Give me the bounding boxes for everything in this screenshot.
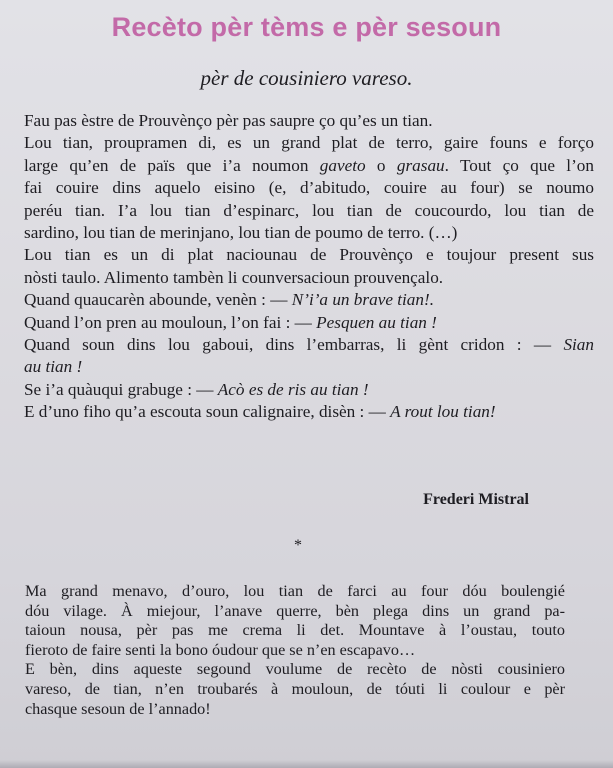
text-segment: fieroto de faire senti la bono óudour que se n’en escapavo…: [25, 640, 416, 659]
quote-line: [24, 244, 594, 266]
quote-line: [24, 334, 594, 356]
italic-text: gaveto: [319, 155, 366, 175]
quote-line: [24, 267, 594, 289]
text-segment: chasque sesoun de l’annado!: [25, 699, 211, 718]
italic-text: grasau: [396, 155, 445, 175]
intro-line: [25, 641, 565, 661]
text-segment: Quand soun dins lou gaboui, dins l’embarras, li gènt cridon : —: [24, 335, 564, 355]
intro-line: [25, 602, 565, 622]
section-separator: *: [294, 537, 302, 554]
text-segment: Se i’a quàuqui grabuge : —: [24, 379, 218, 399]
italic-text: N’i’a un brave tian!.: [291, 290, 435, 310]
quote-line: [24, 379, 594, 401]
text-segment: Ma grand menavo, d’ouro, lou tian de farci au four dóu boulengié: [25, 582, 565, 600]
intro-line: [25, 680, 565, 700]
text-segment: . Tout ço que l’on: [444, 155, 594, 175]
text-segment: fai couire dins aquelo eisino (e, d’abitudo, couire au four) se noumo: [24, 178, 594, 198]
text-segment: dóu vilage. À miejour, l’anave querre, bèn plega dins un grand pa-: [25, 601, 565, 620]
italic-text: au tian !: [24, 357, 83, 377]
page-title: Recèto pèr tèms e pèr sesoun: [111, 12, 502, 42]
text-segment: vareso, de tian, n’en troubarés à mouloun, de tóuti li coulour e pèr: [25, 679, 565, 698]
text-segment: nòsti taulo. Alimento tambèn li counversacioun prouvençalo.: [24, 267, 444, 287]
text-segment: Lou tian, proupramen di, es un grand plat de terro, gaire founs e forço: [24, 133, 594, 153]
quote-line: [24, 401, 594, 423]
italic-text: Sian: [563, 335, 594, 355]
italic-text: Acò es de ris au tian !: [217, 379, 369, 399]
quote-line: [24, 110, 594, 132]
text-segment: large qu’en de païs que i’a noumon: [24, 155, 320, 175]
text-segment: peréu tian. I’a lou tian d’espinarc, lou tian de coucourdo, lou tian de: [24, 200, 594, 220]
intro-line: [25, 700, 565, 720]
page-subtitle: pèr de cousiniero vareso.: [200, 66, 413, 90]
page-edge-shadow: [0, 760, 613, 768]
quote-line: [24, 177, 594, 199]
intro-line: [25, 582, 565, 602]
text-segment: Quand l’on pren au mouloun, l’on fai : —: [24, 312, 317, 332]
text-segment: taioun nousa, pèr pas me crema li det. Mountave à l’oustau, touto: [25, 621, 565, 640]
text-segment: E d’uno fiho qu’a escouta soun calignaire, disèn : —: [24, 402, 391, 422]
text-segment: o: [365, 155, 397, 175]
quote-line: [24, 132, 594, 154]
italic-text: A rout lou tian!: [390, 402, 496, 422]
quote-line: [24, 356, 594, 378]
intro-text: [25, 582, 565, 719]
quote-line: [24, 155, 594, 177]
text-segment: E bèn, dins aqueste segound voulume de recèto de nòsti cousiniero: [25, 660, 565, 679]
text-segment: Fau pas èstre de Prouvènço pèr pas saupre ço qu’es un tian.: [24, 111, 433, 130]
text-segment: Quand quaucarèn abounde, venèn : —: [24, 290, 292, 310]
quote-line: [24, 312, 594, 334]
quote-text: [24, 110, 594, 424]
quote-line: [24, 289, 594, 311]
intro-line: [25, 660, 565, 680]
quote-author: Frederi Mistral: [423, 491, 529, 508]
quote-line: [24, 200, 594, 222]
text-segment: Lou tian es un di plat naciounau de Prouvènço e toujour present sus: [24, 245, 594, 265]
text-segment: sardino, lou tian de merinjano, lou tian de poumo de terro. (…): [24, 223, 458, 243]
intro-line: [25, 621, 565, 641]
quote-line: [24, 222, 594, 244]
italic-text: Pesquen au tian !: [316, 312, 437, 332]
